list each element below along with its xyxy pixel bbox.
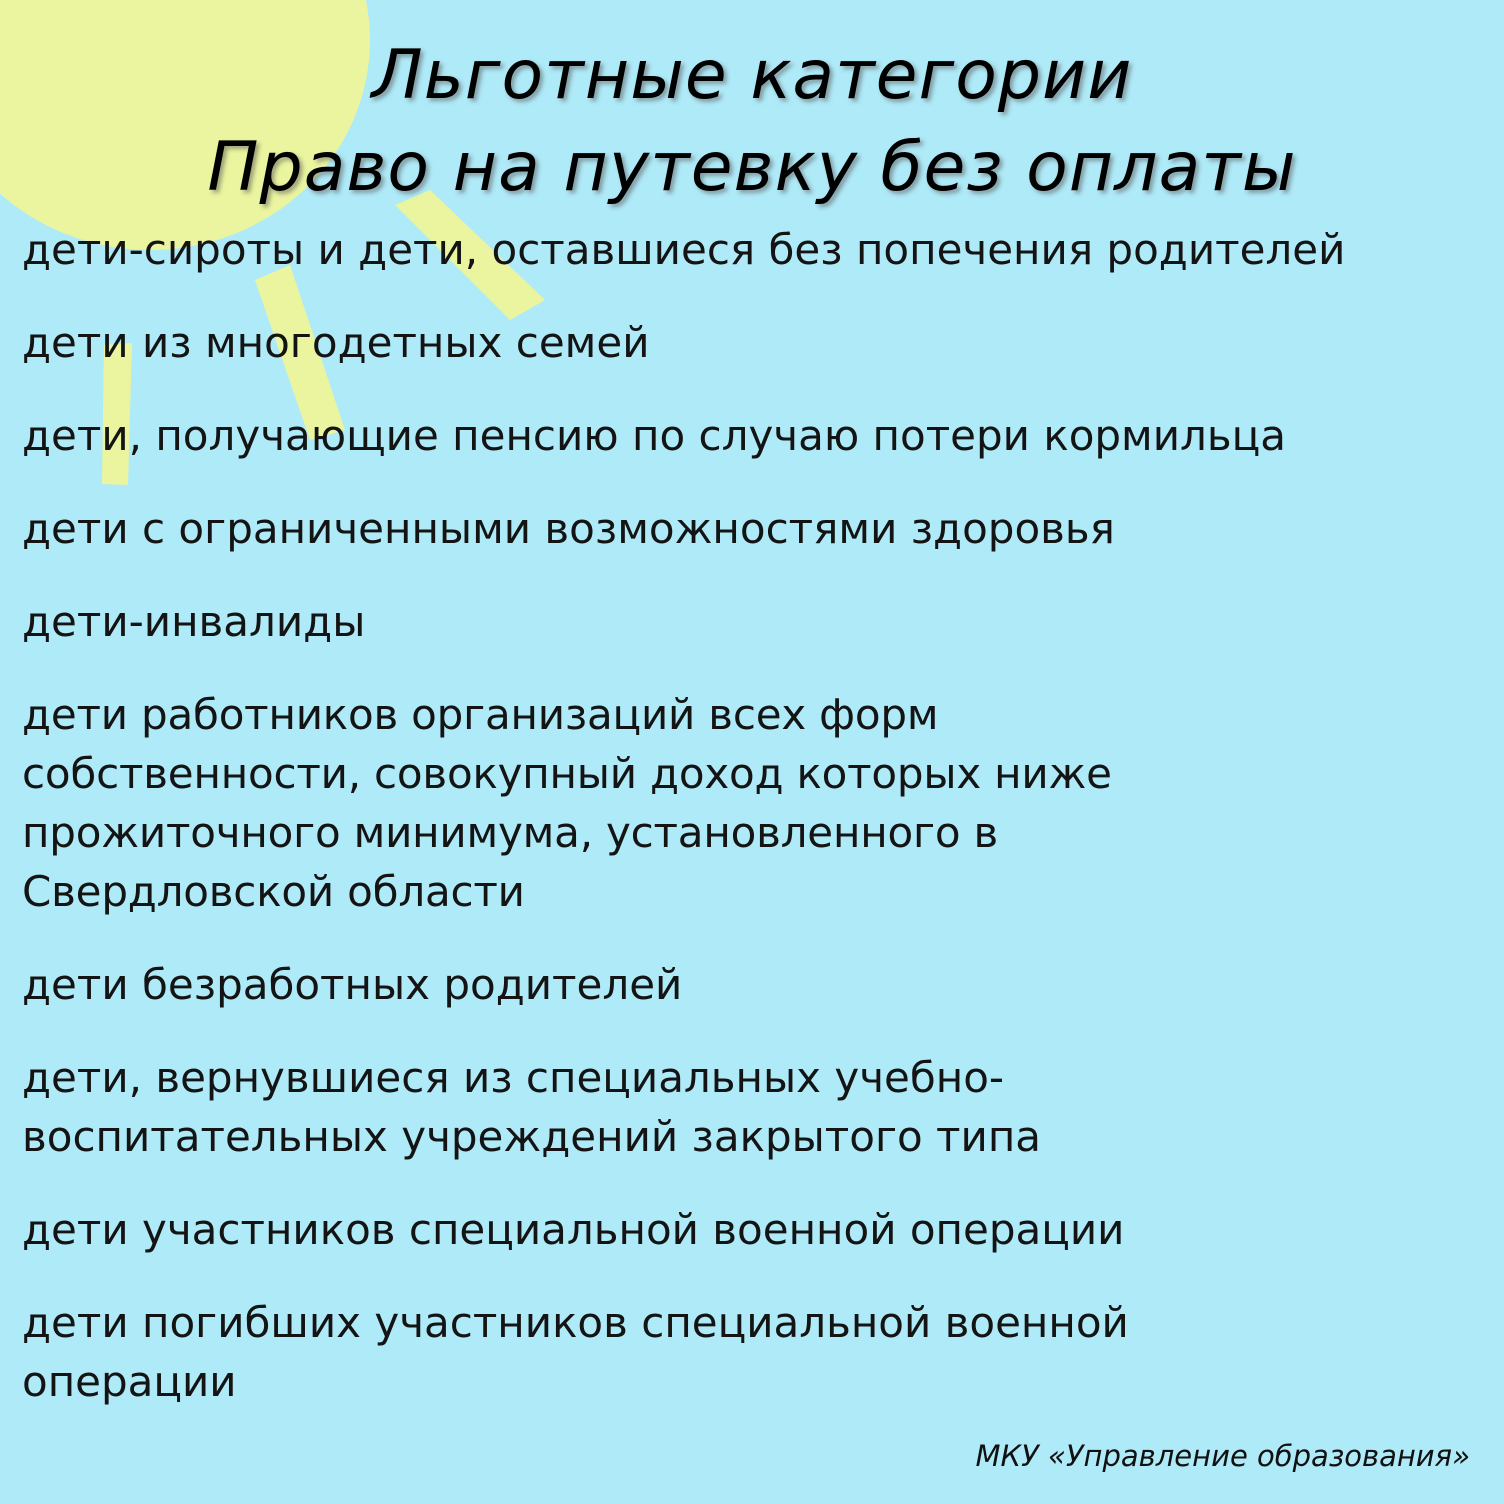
title-line-1: Льготные категории [371, 36, 1133, 115]
list-item: дети погибших участников специальной военной операции [22, 1298, 1129, 1406]
category-list [22, 220, 1482, 1411]
list-item: дети-сироты и дети, оставшиеся без попечения родителей [22, 225, 1346, 274]
list-item: дети, вернувшиеся из специальных учебно-воспитательных учреждений закрытого типа [22, 1053, 1042, 1161]
list-item: дети участников специальной военной операции [22, 1205, 1125, 1254]
organization-signature: МКУ «Управление образования» [975, 1439, 1470, 1473]
list-item: дети работников организаций всех форм собственности, совокупный доход которых ниже прожиточного минимума, установленного в Свердловской области [22, 690, 1112, 916]
list-item: дети безработных родителей [22, 960, 683, 1009]
page-title [0, 30, 1504, 214]
list-item: дети из многодетных семей [22, 318, 650, 367]
list-item: дети-инвалиды [22, 597, 366, 646]
list-item: дети с ограниченными возможностями здоровья [22, 504, 1115, 553]
title-line-2: Право на путевку без оплаты [207, 128, 1297, 207]
list-item: дети, получающие пенсию по случаю потери кормильца [22, 411, 1286, 460]
